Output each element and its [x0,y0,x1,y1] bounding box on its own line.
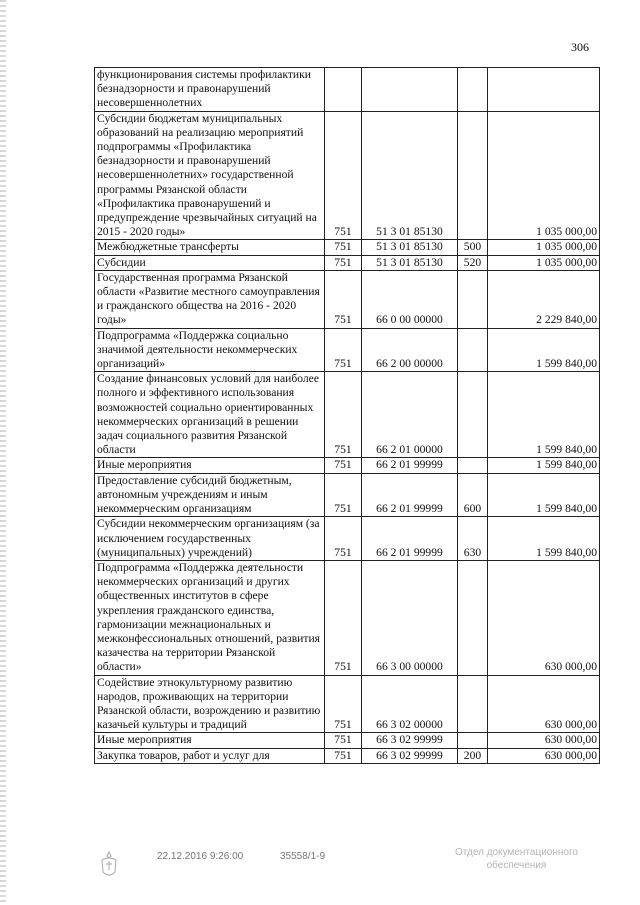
cell-code: 51 3 01 85130 [362,111,458,240]
table-row [95,748,600,763]
cell-vr: 520 [458,255,488,270]
cell-vr [458,458,488,473]
cell-code: 66 2 01 99999 [362,517,458,561]
cell-name: Субсидии бюджетам муниципальных образований на реализацию мероприятий подпрограммы «Профилактика безнадзорности и правонарушений несовершеннолетних» государственной программы Рязанской области «Профилактика правонарушений и предупреждение чрезвычайных ситуаций на 2015 - 2020 годы» [95,111,325,240]
cell-code: 66 3 02 00000 [362,675,458,733]
cell-name: Иные мероприятия [95,733,325,748]
cell-sum: 1 035 000,00 [488,255,600,270]
cell-sum: 630 000,00 [488,733,600,748]
cell-code: 66 3 02 99999 [362,748,458,763]
cell-sum: 2 229 840,00 [488,270,600,328]
budget-table-body [95,68,600,764]
table-row [95,560,600,675]
cell-ved: 751 [325,675,362,733]
cell-code: 66 2 00 00000 [362,328,458,372]
cell-sum: 1 599 840,00 [488,473,600,517]
table-row [95,111,600,240]
cell-vr [458,111,488,240]
cell-sum: 1 599 840,00 [488,328,600,372]
cell-name: Иные мероприятия [95,458,325,473]
cell-sum: 630 000,00 [488,675,600,733]
department-stamp [455,846,578,872]
cell-ved: 751 [325,111,362,240]
cell-ved: 751 [325,560,362,675]
cell-sum: 1 035 000,00 [488,111,600,240]
cell-code: 66 3 02 99999 [362,733,458,748]
cell-sum: 630 000,00 [488,560,600,675]
cell-code: 66 2 01 00000 [362,372,458,458]
cell-vr [458,675,488,733]
cell-name: функционирования системы профилактики безнадзорности и правонарушений несовершеннолетних [95,68,325,112]
cell-sum [488,68,600,112]
table-row [95,328,600,372]
cell-sum: 1 599 840,00 [488,372,600,458]
footer-date: 22.12.2016 9:26:00 [157,851,244,862]
table-row [95,255,600,270]
table-row [95,240,600,255]
cell-vr: 500 [458,240,488,255]
cell-ved: 751 [325,270,362,328]
cell-name: Предоставление субсидий бюджетным, автономным учреждениям и иным некоммерческим организациям [95,473,325,517]
cell-ved: 751 [325,517,362,561]
page-number: 306 [571,40,589,54]
cell-vr [458,68,488,112]
cell-name: Закупка товаров, работ и услуг для [95,748,325,763]
cell-ved: 751 [325,328,362,372]
cell-vr: 600 [458,473,488,517]
cell-vr: 630 [458,517,488,561]
cell-ved [325,68,362,112]
table-row [95,517,600,561]
table-row [95,675,600,733]
scan-edge [0,0,6,905]
table-row [95,733,600,748]
cell-ved: 751 [325,255,362,270]
cell-sum: 1 599 840,00 [488,517,600,561]
cell-ved: 751 [325,733,362,748]
cell-sum: 1 035 000,00 [488,240,600,255]
cell-name: Подпрограмма «Поддержка деятельности некоммерческих организаций и других общественных институтов в сфере укрепления гражданского единства, гармонизации межнациональных и межконфессиональных отношений, развития казачества на территории Рязанской области» [95,560,325,675]
cell-code [362,68,458,112]
cell-name: Государственная программа Рязанской области «Развитие местного самоуправления и гражданского общества на 2016 - 2020 годы» [95,270,325,328]
cell-name: Межбюджетные трансферты [95,240,325,255]
cell-ved: 751 [325,372,362,458]
table-row [95,458,600,473]
cell-vr [458,328,488,372]
cell-name: Создание финансовых условий для наиболее полного и эффективного использования возможностей социально ориентированных некоммерческих организаций в решении задач социального развития Рязанской области [95,372,325,458]
cell-vr [458,733,488,748]
cell-code: 66 0 00 00000 [362,270,458,328]
cell-sum: 630 000,00 [488,748,600,763]
coat-of-arms-icon [98,850,120,880]
cell-code: 66 3 00 00000 [362,560,458,675]
cell-name: Содействие этнокультурному развитию народов, проживающих на территории Рязанской области, возрождению и развитию казачьей культуры и традиций [95,675,325,733]
stamp-line-2: обеспечения [486,860,547,871]
cell-ved: 751 [325,240,362,255]
cell-code: 51 3 01 85130 [362,255,458,270]
cell-vr [458,270,488,328]
stamp-line-1: Отдел документационного [455,847,578,858]
cell-code: 66 2 01 99999 [362,473,458,517]
table-row [95,270,600,328]
footer-doc-number: 35558/1-9 [280,851,326,862]
cell-sum: 1 599 840,00 [488,458,600,473]
cell-vr [458,560,488,675]
table-row [95,473,600,517]
table-row [95,68,600,112]
cell-code: 66 2 01 99999 [362,458,458,473]
cell-name: Субсидии некоммерческим организациям (за исключением государственных (муниципальных) учреждений) [95,517,325,561]
cell-code: 51 3 01 85130 [362,240,458,255]
cell-name: Субсидии [95,255,325,270]
table-row [95,372,600,458]
cell-vr: 200 [458,748,488,763]
budget-table [94,67,600,764]
cell-ved: 751 [325,748,362,763]
cell-vr [458,372,488,458]
cell-name: Подпрограмма «Поддержка социально значимой деятельности некоммерческих организаций» [95,328,325,372]
cell-ved: 751 [325,458,362,473]
cell-ved: 751 [325,473,362,517]
